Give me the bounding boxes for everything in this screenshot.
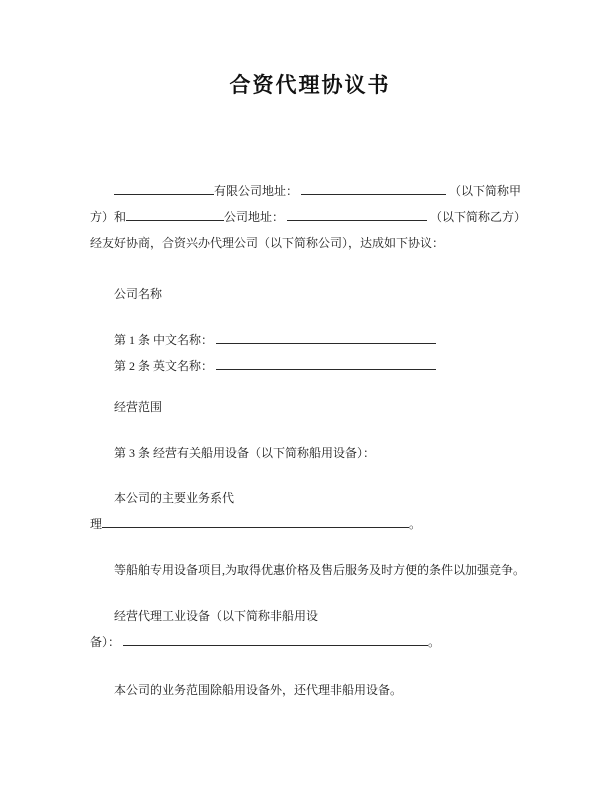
intro-line2-prefix: 方）和: [90, 210, 127, 224]
blank-chinese-name: [216, 331, 436, 344]
blank-party-a-address: [301, 182, 446, 195]
section-company-name: [90, 281, 530, 307]
intro-line-1: [90, 178, 530, 204]
main-business-line2-suffix: 。: [409, 517, 422, 531]
intro-line-3: [90, 230, 530, 256]
non-marine-line1-text: 经营代理工业设备（以下简称非船用设: [114, 609, 319, 623]
intro-line-2: [90, 204, 530, 230]
article-2: [90, 353, 530, 379]
main-business-line-1: [90, 485, 530, 511]
business-scope-heading: [90, 394, 530, 420]
intro-line1-suffix: （以下简称甲: [449, 184, 522, 198]
company-name-heading: [90, 281, 530, 307]
non-marine-line2-prefix: 备）：: [90, 635, 121, 649]
main-business-line1-text: 本公司的主要业务系代: [114, 491, 235, 505]
non-marine-line-2: [90, 629, 530, 655]
closing-line: [90, 677, 530, 703]
article-3-line: [90, 440, 530, 466]
non-marine-line-1: [90, 603, 530, 629]
non-marine-paragraph: [90, 603, 530, 655]
competition-text: 等船舶专用设备项目,为取得优惠价格及售后服务及时方便的条件以加强竞争。: [114, 563, 526, 577]
article-1: [90, 327, 530, 353]
intro-line3-text: 经友好协商，合资兴办代理公司（以下简称公司），达成如下协议：: [90, 236, 445, 250]
company-name-heading-text: 公司名称: [114, 287, 163, 301]
business-scope-heading-text: 经营范围: [114, 400, 163, 414]
competition-paragraph: [90, 557, 530, 583]
blank-non-marine: [123, 633, 428, 646]
article-1-label: 第 1 条 中文名称：: [114, 333, 214, 347]
article-2-label: 第 2 条 英文名称：: [114, 359, 214, 373]
main-business-line-2: [90, 511, 530, 537]
articles-name: [90, 327, 530, 379]
intro-line1-label: 有限公司地址：: [214, 184, 299, 198]
closing-paragraph: [90, 677, 530, 703]
blank-main-business: [102, 515, 409, 528]
non-marine-line2-suffix: 。: [428, 635, 441, 649]
section-business-scope: [90, 394, 530, 420]
intro-line2-label: 公司地址：: [224, 210, 285, 224]
blank-english-name: [216, 357, 436, 370]
blank-party-a-name: [114, 182, 214, 195]
blank-party-b-address: [287, 208, 427, 221]
intro-line2-suffix: （以下简称乙方）: [430, 210, 527, 224]
article-3-text: 第 3 条 经营有关船用设备（以下简称船用设备）：: [114, 446, 376, 460]
main-business-paragraph: [90, 485, 530, 537]
intro-paragraph: [90, 178, 530, 256]
main-business-line2-prefix: 理: [90, 517, 103, 531]
closing-text: 本公司的业务范围除船用设备外，还代理非船用设备。: [114, 683, 403, 697]
competition-line: [90, 557, 530, 583]
document-title: 合资代理协议书: [229, 74, 391, 97]
blank-party-b-name: [126, 208, 224, 221]
article-3: [90, 440, 530, 466]
